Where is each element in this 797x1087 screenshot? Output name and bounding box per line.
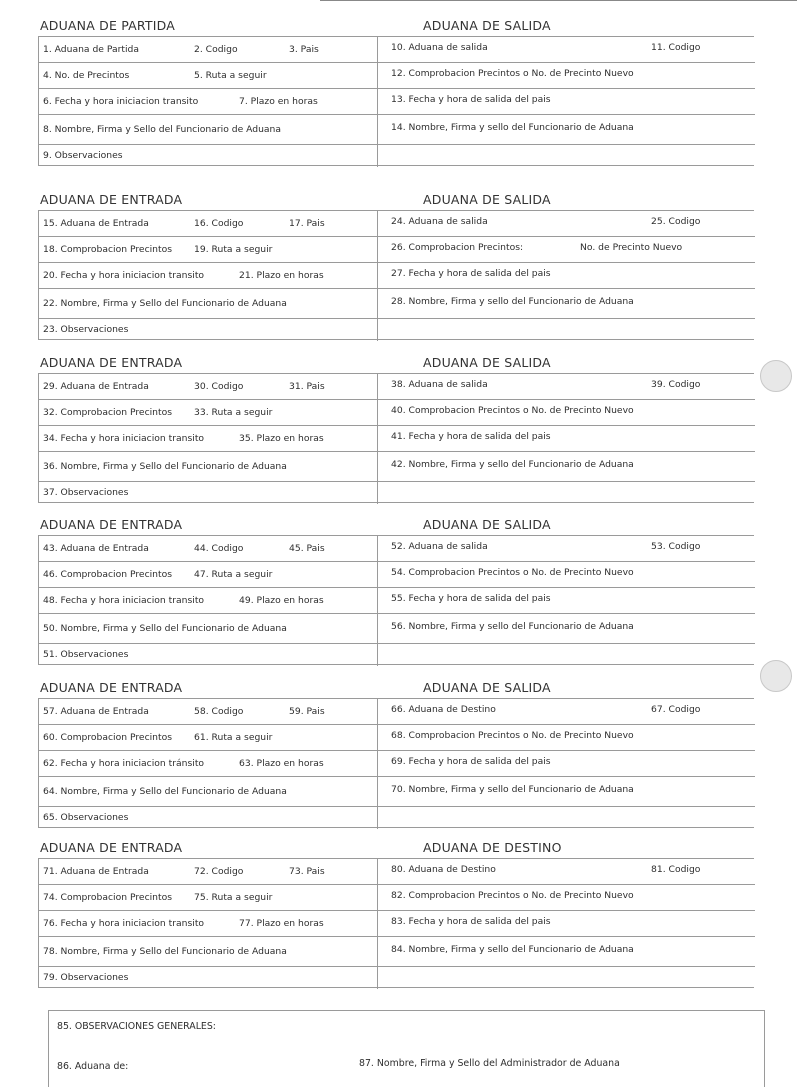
form-field-label: 74. Comprobacion Precintos <box>43 892 173 903</box>
form-field-label: 26. Comprobacion Precintos: <box>391 242 524 253</box>
punch-hole <box>760 360 792 392</box>
form-row <box>39 859 755 885</box>
form-field-label: 16. Codigo <box>194 218 244 229</box>
form-field-label: 3. Pais <box>289 44 319 55</box>
form-row <box>39 37 755 63</box>
form-field-label: 78. Nombre, Firma y Sello del Funcionario de Aduana <box>43 946 287 957</box>
form-field-label: 55. Fecha y hora de salida del pais <box>391 593 551 604</box>
column-divider <box>377 699 378 829</box>
form-section <box>38 355 754 503</box>
form-row <box>39 482 755 504</box>
form-field-label: 65. Observaciones <box>43 812 129 823</box>
form-field-label: 67. Codigo <box>651 704 701 715</box>
column-divider <box>377 211 378 341</box>
form-field-label: 32. Comprobacion Precintos <box>43 407 173 418</box>
form-field-label: 14. Nombre, Firma y sello del Funcionario de Aduana <box>391 122 634 133</box>
form-field-label: 39. Codigo <box>651 379 701 390</box>
form-field-label: 42. Nombre, Firma y sello del Funcionario de Aduana <box>391 459 634 470</box>
punch-hole <box>760 660 792 692</box>
form-field-label: 51. Observaciones <box>43 649 129 660</box>
form-field-label: 2. Codigo <box>194 44 238 55</box>
form-field-label: 50. Nombre, Firma y Sello del Funcionario de Aduana <box>43 623 287 634</box>
form-row <box>39 263 755 289</box>
form-field-label: 11. Codigo <box>651 42 701 53</box>
column-divider <box>377 374 378 504</box>
form-field-label: 44. Codigo <box>194 543 244 554</box>
column-divider <box>377 859 378 989</box>
form-section <box>38 192 754 340</box>
form-field-label: 63. Plazo en horas <box>239 758 324 769</box>
section-left-title: ADUANA DE ENTRADA <box>40 517 183 532</box>
form-row <box>39 885 755 911</box>
form-field-label: 76. Fecha y hora iniciacion transito <box>43 918 205 929</box>
form-row <box>39 644 755 666</box>
form-field-label: 58. Codigo <box>194 706 244 717</box>
section-right-title: ADUANA DE SALIDA <box>423 517 551 532</box>
form-field-label: 17. Pais <box>289 218 325 229</box>
form-field-label: 8. Nombre, Firma y Sello del Funcionario de Aduana <box>43 124 282 135</box>
form-row <box>39 807 755 829</box>
form-row <box>39 400 755 426</box>
form-field-label: 47. Ruta a seguir <box>194 569 273 580</box>
form-field-label: 81. Codigo <box>651 864 701 875</box>
form-field-label: 43. Aduana de Entrada <box>43 543 149 554</box>
form-section <box>38 18 754 166</box>
form-field-label: 20. Fecha y hora iniciacion transito <box>43 270 205 281</box>
form-field-label: 6. Fecha y hora iniciacion transito <box>43 96 199 107</box>
form-row <box>39 374 755 400</box>
form-row <box>39 452 755 482</box>
column-divider <box>377 37 378 167</box>
form-field-label: 31. Pais <box>289 381 325 392</box>
form-field-label: 40. Comprobacion Precintos o No. de Precinto Nuevo <box>391 405 634 416</box>
form-field-label: 18. Comprobacion Precintos <box>43 244 173 255</box>
form-field-label: 29. Aduana de Entrada <box>43 381 149 392</box>
form-field-label: 5. Ruta a seguir <box>194 70 267 81</box>
section-left-title: ADUANA DE ENTRADA <box>40 840 183 855</box>
section-left-title: ADUANA DE ENTRADA <box>40 680 183 695</box>
form-row <box>39 63 755 89</box>
form-field-label: 72. Codigo <box>194 866 244 877</box>
form-field-label: 64. Nombre, Firma y Sello del Funcionario de Aduana <box>43 786 287 797</box>
form-field-label: 21. Plazo en horas <box>239 270 324 281</box>
form-field-label: 37. Observaciones <box>43 487 129 498</box>
form-field-label: 59. Pais <box>289 706 325 717</box>
form-row <box>39 89 755 115</box>
form-field-label: 83. Fecha y hora de salida del pais <box>391 916 551 927</box>
form-field-label: 34. Fecha y hora iniciacion transito <box>43 433 205 444</box>
form-field-label: 52. Aduana de salida <box>391 541 488 552</box>
form-row <box>39 699 755 725</box>
form-field-label: 38. Aduana de salida <box>391 379 488 390</box>
form-field-label: 60. Comprobacion Precintos <box>43 732 173 743</box>
form-row <box>39 588 755 614</box>
form-field-label: 75. Ruta a seguir <box>194 892 273 903</box>
form-field-label: 27. Fecha y hora de salida del pais <box>391 268 551 279</box>
form-row <box>39 319 755 341</box>
form-field-label: 35. Plazo en horas <box>239 433 324 444</box>
form-field-label: 24. Aduana de salida <box>391 216 488 227</box>
form-field-label: 10. Aduana de salida <box>391 42 488 53</box>
form-field-label: 73. Pais <box>289 866 325 877</box>
form-field-label: 69. Fecha y hora de salida del pais <box>391 756 551 767</box>
form-field-label: 79. Observaciones <box>43 972 129 983</box>
form-field-label: 77. Plazo en horas <box>239 918 324 929</box>
form-field-label: 33. Ruta a seguir <box>194 407 273 418</box>
form-row <box>39 536 755 562</box>
form-row <box>39 237 755 263</box>
section-left-title: ADUANA DE ENTRADA <box>40 192 183 207</box>
form-field-label: 68. Comprobacion Precintos o No. de Precinto Nuevo <box>391 730 634 741</box>
general-observations-box <box>48 1010 765 1087</box>
form-field-label: 57. Aduana de Entrada <box>43 706 149 717</box>
form-field-label: 53. Codigo <box>651 541 701 552</box>
general-observations-label: 85. OBSERVACIONES GENERALES: <box>57 1021 216 1032</box>
form-field-label: 49. Plazo en horas <box>239 595 324 606</box>
form-row <box>39 937 755 967</box>
form-field-label: 66. Aduana de Destino <box>391 704 496 715</box>
section-left-title: ADUANA DE ENTRADA <box>40 355 183 370</box>
form-row <box>39 145 755 167</box>
form-field-label: 25. Codigo <box>651 216 701 227</box>
form-section <box>38 680 754 828</box>
form-field-label: 45. Pais <box>289 543 325 554</box>
form-field-label: 12. Comprobacion Precintos o No. de Precinto Nuevo <box>391 68 634 79</box>
form-field-label: 71. Aduana de Entrada <box>43 866 149 877</box>
section-left-title: ADUANA DE PARTIDA <box>40 18 175 33</box>
form-row <box>39 562 755 588</box>
section-right-title: ADUANA DE SALIDA <box>423 355 551 370</box>
form-field-label: 80. Aduana de Destino <box>391 864 496 875</box>
form-section <box>38 840 754 988</box>
form-row <box>39 289 755 319</box>
form-row <box>39 777 755 807</box>
form-field-label: 70. Nombre, Firma y sello del Funcionario de Aduana <box>391 784 634 795</box>
form-field-label: 56. Nombre, Firma y sello del Funcionario de Aduana <box>391 621 634 632</box>
form-field-label: 62. Fecha y hora iniciacion tránsito <box>43 758 205 769</box>
aduana-de-label: 86. Aduana de: <box>57 1061 129 1072</box>
form-field-label: 61. Ruta a seguir <box>194 732 273 743</box>
section-grid <box>38 210 754 340</box>
form-field-label: 22. Nombre, Firma y Sello del Funcionario de Aduana <box>43 298 287 309</box>
form-field-label: 54. Comprobacion Precintos o No. de Precinto Nuevo <box>391 567 634 578</box>
form-field-label: 30. Codigo <box>194 381 244 392</box>
administrator-signature-label: 87. Nombre, Firma y Sello del Administrador de Aduana <box>359 1058 620 1069</box>
form-row <box>39 426 755 452</box>
section-grid <box>38 373 754 503</box>
form-row <box>39 211 755 237</box>
form-field-label: 84. Nombre, Firma y sello del Funcionario de Aduana <box>391 944 634 955</box>
form-field-label: 36. Nombre, Firma y Sello del Funcionario de Aduana <box>43 461 287 472</box>
form-row <box>39 911 755 937</box>
top-border-line <box>320 0 797 1</box>
form-field-label: 13. Fecha y hora de salida del pais <box>391 94 551 105</box>
section-right-title: ADUANA DE DESTINO <box>423 840 562 855</box>
form-field-label: 1. Aduana de Partida <box>43 44 140 55</box>
section-grid <box>38 535 754 665</box>
form-field-label: No. de Precinto Nuevo <box>580 242 683 253</box>
form-row <box>39 725 755 751</box>
section-right-title: ADUANA DE SALIDA <box>423 192 551 207</box>
form-field-label: 9. Observaciones <box>43 150 123 161</box>
form-field-label: 46. Comprobacion Precintos <box>43 569 173 580</box>
form-field-label: 7. Plazo en horas <box>239 96 318 107</box>
form-row <box>39 967 755 989</box>
form-field-label: 48. Fecha y hora iniciacion transito <box>43 595 205 606</box>
section-right-title: ADUANA DE SALIDA <box>423 18 551 33</box>
form-row <box>39 614 755 644</box>
section-grid <box>38 36 754 166</box>
section-right-title: ADUANA DE SALIDA <box>423 680 551 695</box>
form-field-label: 82. Comprobacion Precintos o No. de Precinto Nuevo <box>391 890 634 901</box>
form-section <box>38 517 754 665</box>
form-field-label: 19. Ruta a seguir <box>194 244 273 255</box>
form-field-label: 15. Aduana de Entrada <box>43 218 149 229</box>
form-field-label: 28. Nombre, Firma y sello del Funcionario de Aduana <box>391 296 634 307</box>
column-divider <box>377 536 378 666</box>
section-grid <box>38 698 754 828</box>
section-grid <box>38 858 754 988</box>
form-field-label: 4. No. de Precintos <box>43 70 130 81</box>
form-field-label: 41. Fecha y hora de salida del pais <box>391 431 551 442</box>
form-row <box>39 115 755 145</box>
form-field-label: 23. Observaciones <box>43 324 129 335</box>
form-row <box>39 751 755 777</box>
